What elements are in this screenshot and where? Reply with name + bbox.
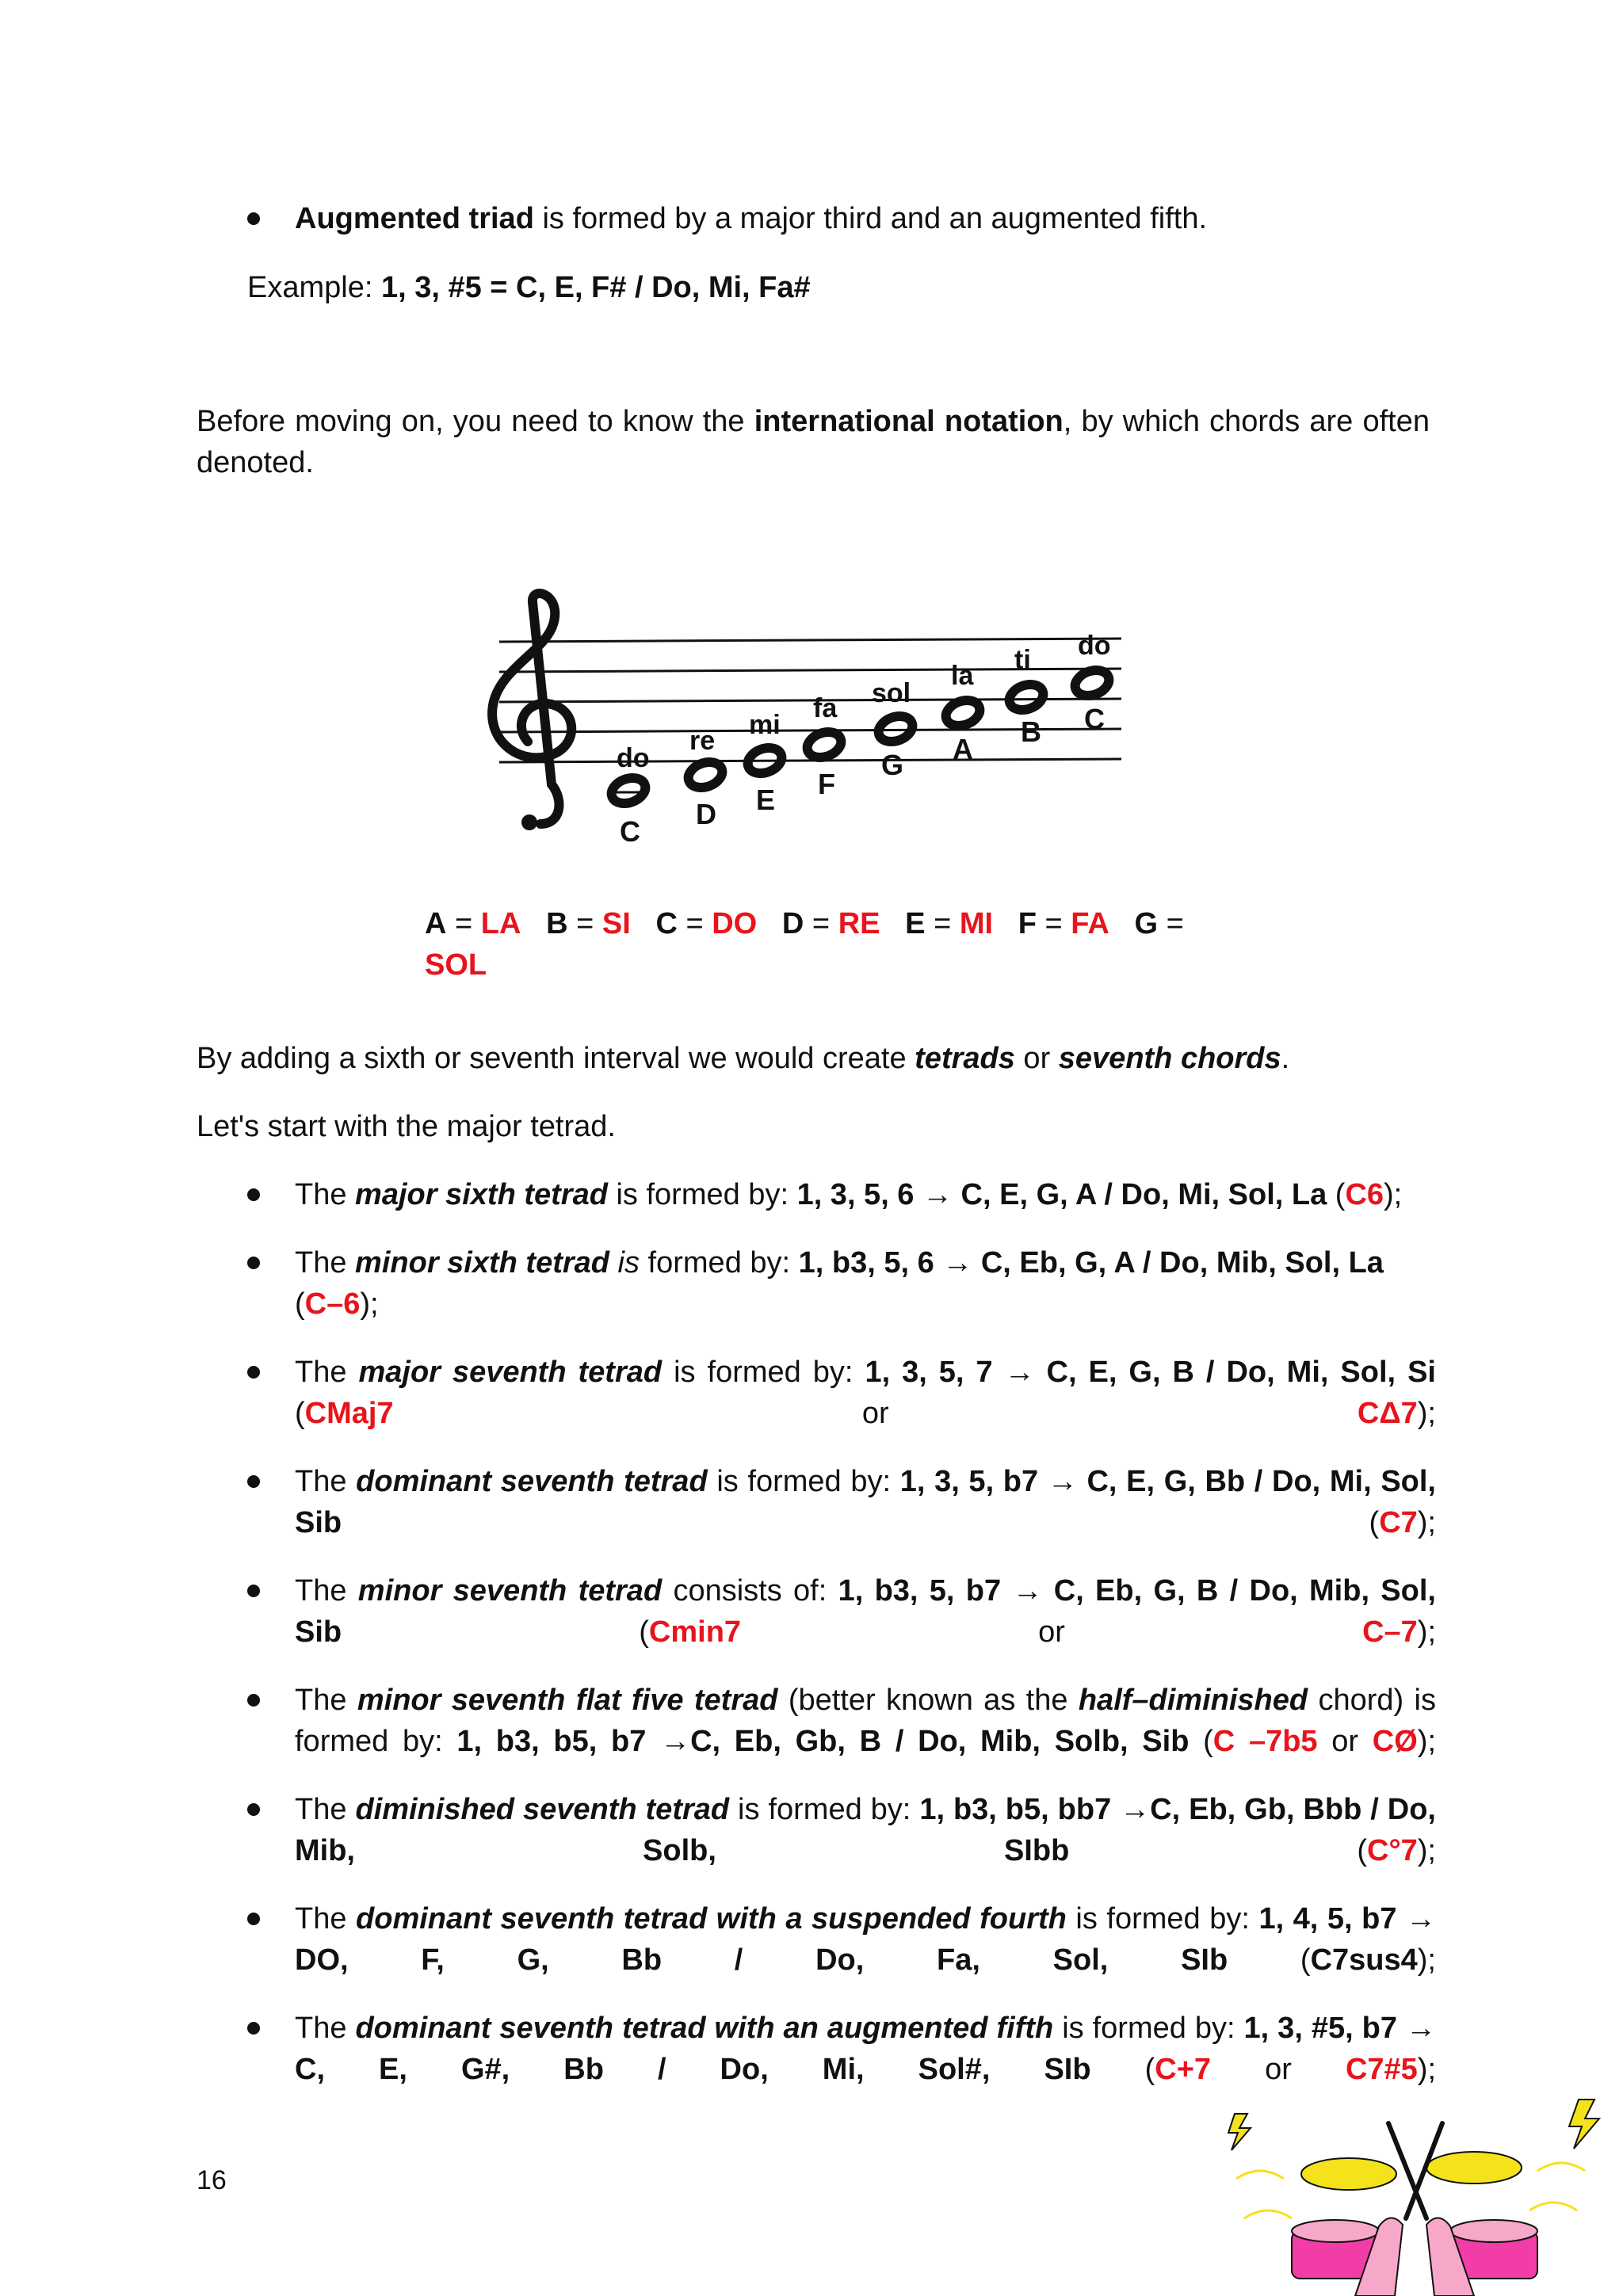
bullet-sus4: The dominant seventh tetrad with a suspended fourth is formed by: 1, 4, 5, b7 → DO, F, G, Bb / Do, Fa, Sol, SIb (C7sus4); bbox=[295, 1902, 1437, 1977]
augmented-example bbox=[247, 267, 811, 308]
solfege-label: la bbox=[951, 661, 974, 691]
bullet-diminished-seventh: The diminished seventh tetrad is formed by: 1, b3, b5, bb7 →C, Eb, Gb, Bbb / Do, Mib, Solb, SIbb (C°7); bbox=[295, 1793, 1436, 1867]
intro-after: , by which chords are often denoted. bbox=[197, 405, 1430, 479]
drummer-illustration bbox=[1212, 2092, 1609, 2296]
bullet-dot bbox=[247, 1257, 260, 1269]
bullet-dot bbox=[247, 1366, 260, 1379]
bullet-dot bbox=[247, 1475, 260, 1488]
letter-label: D bbox=[696, 798, 716, 830]
notation-pair-g: G = SOL bbox=[425, 907, 1184, 982]
bullet-dot bbox=[247, 1188, 260, 1201]
letter-label: E bbox=[756, 784, 776, 816]
intro-term: international notation bbox=[754, 405, 1064, 438]
bullet-dot bbox=[247, 212, 260, 225]
letter-label: C bbox=[620, 815, 640, 848]
bullet-major-seventh: The major seventh tetrad is formed by: 1, 3, 5, 7 → C, E, G, B / Do, Mi, Sol, Si (CMaj7 or CΔ7); bbox=[295, 1356, 1436, 1430]
augmented-triad-term: Augmented triad bbox=[295, 202, 534, 235]
solfege-label: sol bbox=[872, 678, 911, 708]
intro-paragraph bbox=[197, 401, 1430, 524]
solfege-label: do bbox=[1078, 631, 1111, 661]
major-tetrad-intro: Let's start with the major tetrad. bbox=[197, 1110, 616, 1143]
letter-label: G bbox=[881, 749, 904, 781]
lightning-icon bbox=[1228, 2100, 1599, 2150]
notation-line bbox=[425, 903, 1201, 986]
staff-figure bbox=[475, 586, 1141, 856]
notation-pair-c: C = DO bbox=[655, 907, 758, 940]
page-number: 16 bbox=[197, 2165, 227, 2195]
tetrads-intro: By adding a sixth or seventh interval we would create tetrads or seventh chords. bbox=[197, 1042, 1290, 1075]
notation-pair-e: E = MI bbox=[905, 907, 994, 940]
letter-label: F bbox=[818, 768, 835, 800]
bullet-minor-sixth: The minor sixth tetrad is formed by: 1, b3, 5, 6 → C, Eb, G, A / Do, Mib, Sol, La (C–6); bbox=[295, 1246, 1384, 1321]
treble-clef-icon bbox=[492, 593, 571, 830]
bullet-dot bbox=[247, 1913, 260, 1925]
letter-label: A bbox=[953, 733, 973, 765]
notation-pair-d: D = RE bbox=[781, 907, 880, 940]
bullet-dot bbox=[247, 1585, 260, 1597]
letter-label: B bbox=[1021, 715, 1041, 748]
letter-label: C bbox=[1084, 703, 1105, 735]
notation-pair-f: F = FA bbox=[1018, 907, 1109, 940]
solfege-label: do bbox=[617, 743, 650, 773]
bullet-dot bbox=[247, 1803, 260, 1816]
bullet-dot bbox=[247, 2022, 260, 2035]
bullet-dominant-seventh: The dominant seventh tetrad is formed by: 1, 3, 5, b7 → C, E, G, Bb / Do, Mi, Sol, Sib (C7); bbox=[295, 1465, 1436, 1539]
notation-pair-b: B = SI bbox=[546, 907, 631, 940]
intro-before: Before moving on, you need to know the bbox=[197, 405, 754, 438]
solfege-label: mi bbox=[749, 710, 781, 740]
example-value: 1, 3, #5 = C, E, F# / Do, Mi, Fa# bbox=[380, 271, 811, 304]
bullet-major-sixth: The major sixth tetrad is formed by: 1, 3, 5, 6 → C, E, G, A / Do, Mi, Sol, La (C6); bbox=[295, 1178, 1403, 1211]
notation-pair-a: A = LA bbox=[425, 907, 521, 940]
bullet-dot bbox=[247, 1694, 260, 1707]
solfege-label: re bbox=[689, 726, 716, 756]
drum-icon bbox=[1292, 2220, 1537, 2279]
example-label: Example: bbox=[247, 271, 381, 304]
bullet-augmented-fifth: The dominant seventh tetrad with an augmented fifth is formed by: 1, 3, #5, b7 → C, E, G#, Bb / Do, Mi, Sol#, SIb (C+7 or C7#5); bbox=[295, 2012, 1437, 2086]
augmented-triad-item bbox=[295, 198, 1436, 239]
solfege-label: ti bbox=[1014, 645, 1031, 675]
solfege-label: fa bbox=[813, 693, 838, 723]
augmented-triad-desc: is formed by a major third and an augmented fifth. bbox=[533, 202, 1208, 235]
bullet-half-diminished: The minor seventh flat five tetrad (better known as the half–diminished chord) is formed by: 1, b3, b5, b7 →C, Eb, Gb, B / Do, Mib, Solb, Sib (C –7b5 or CØ); bbox=[295, 1684, 1437, 1758]
bullet-minor-seventh: The minor seventh tetrad consists of: 1, b3, 5, b7 → C, Eb, G, B / Do, Mib, Sol, Sib (Cmin7 or C–7); bbox=[295, 1574, 1437, 1649]
